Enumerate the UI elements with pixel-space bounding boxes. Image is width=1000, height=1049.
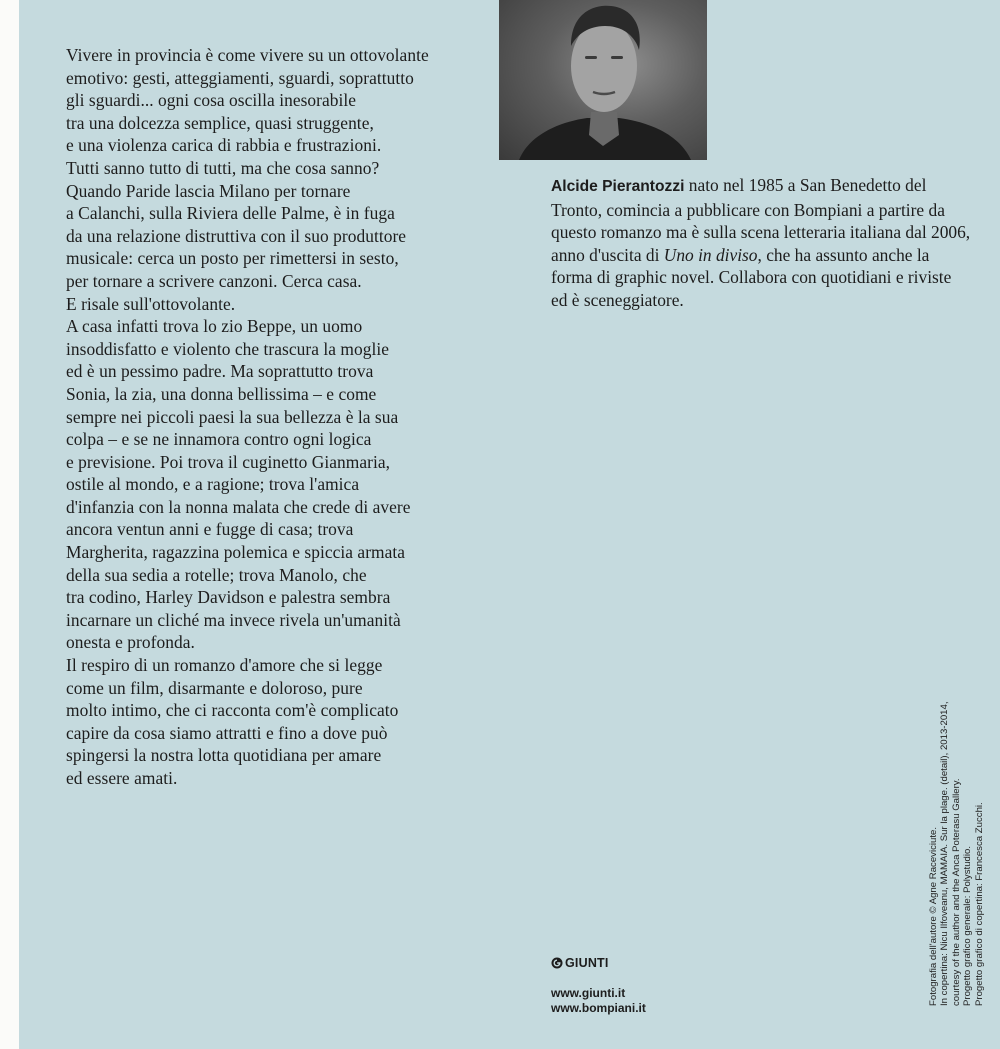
author-bio [551,174,971,312]
spine-strip [0,0,19,1049]
giunti-logo-icon [551,957,563,969]
credit-line-design: Progetto grafico generale: Polystudio. [962,846,974,1006]
publisher-logo-text: GIUNTI [565,956,609,970]
book-blurb: Vivere in provincia è come vivere su un ottovolante emotivo: gesti, atteggiamenti, sguardi, soprattutto gli sguardi... ogni cosa oscilla inesorabile tra una dolcezza semplice, quasi struggente, e una violenza carica di rabbia e frustrazioni. Tutti sanno tutto di tutti, ma che cosa sanno? Quando Paride lascia Milano per tornare a Calanchi, sulla Riviera delle Palme, è in fuga da una relazione distruttiva con il suo produttore musicale: cerca un posto per rimettersi in sesto, per tornare a scrivere canzoni. Cerca casa. E risale sull'ottovolante. A casa infatti trova lo zio Beppe, un uomo insoddisfatto e violento che trascura la moglie ed è un pessimo padre. Ma soprattutto trova Sonia, la zia, una donna bellissima – e come sempre nei piccoli paesi la sua bellezza è la sua colpa – e se ne innamora contro ogni logica e previsione. Poi trova il cuginetto Gianmaria, ostile al mondo, e a ragione; trova l'amica d'infanzia con la nonna malata che crede di avere ancora ventun anni e fugge di casa; trova Margherita, ragazzina polemica e spiccia armata della sua sedia a rotelle; trova Manolo, che tra codino, Harley Davidson e palestra sembra incarnare un cliché ma invece rivela un'umanità onesta e profonda. Il respiro di un romanzo d'amore che si legge come un film, disarmante e doloroso, pure molto intimo, che ci racconta com'è complicato capire da cosa siamo attratti e fino a dove può spingersi la nostra lotta quotidiana per amare ed essere amati. [66,45,429,788]
publisher-url-giunti[interactable]: www.giunti.it [551,986,626,1000]
credit-line-cover: In copertina: Nicu Ilfoveanu, MAMAIA. Sur la plage. (detail), 2013-2014, [939,701,951,1006]
publisher-logo [551,956,646,970]
author-bio-text-end: , che ha assunto anche la forma di graphic novel. Collabora con quotidiani e riviste ed è sceneggiatore. [551,244,952,310]
book-title: Uno in diviso [663,244,758,265]
credit-line-courtesy: courtesy of the author and the Anca Poterasu Gallery. [950,778,962,1006]
publisher-url-bompiani[interactable]: www.bompiani.it [551,1001,646,1015]
author-name: Alcide Pierantozzi [551,178,685,195]
publisher-block [551,956,646,1016]
author-bio-text: nato nel 1985 a San Benedetto del Tronto, comincia a pubblicare con Bompiani a partire da questo romanzo ma è sulla scena letteraria italiana dal 2006, anno d'uscita di [551,175,971,265]
cover-credits [928,701,985,1006]
author-photo [499,0,707,160]
credit-line-cover-design: Progetto grafico di copertina: Francesca Zucchi. [973,802,985,1006]
credit-line-photo: Fotografia dell'autore © Agne Raceviciute. [928,826,939,1006]
